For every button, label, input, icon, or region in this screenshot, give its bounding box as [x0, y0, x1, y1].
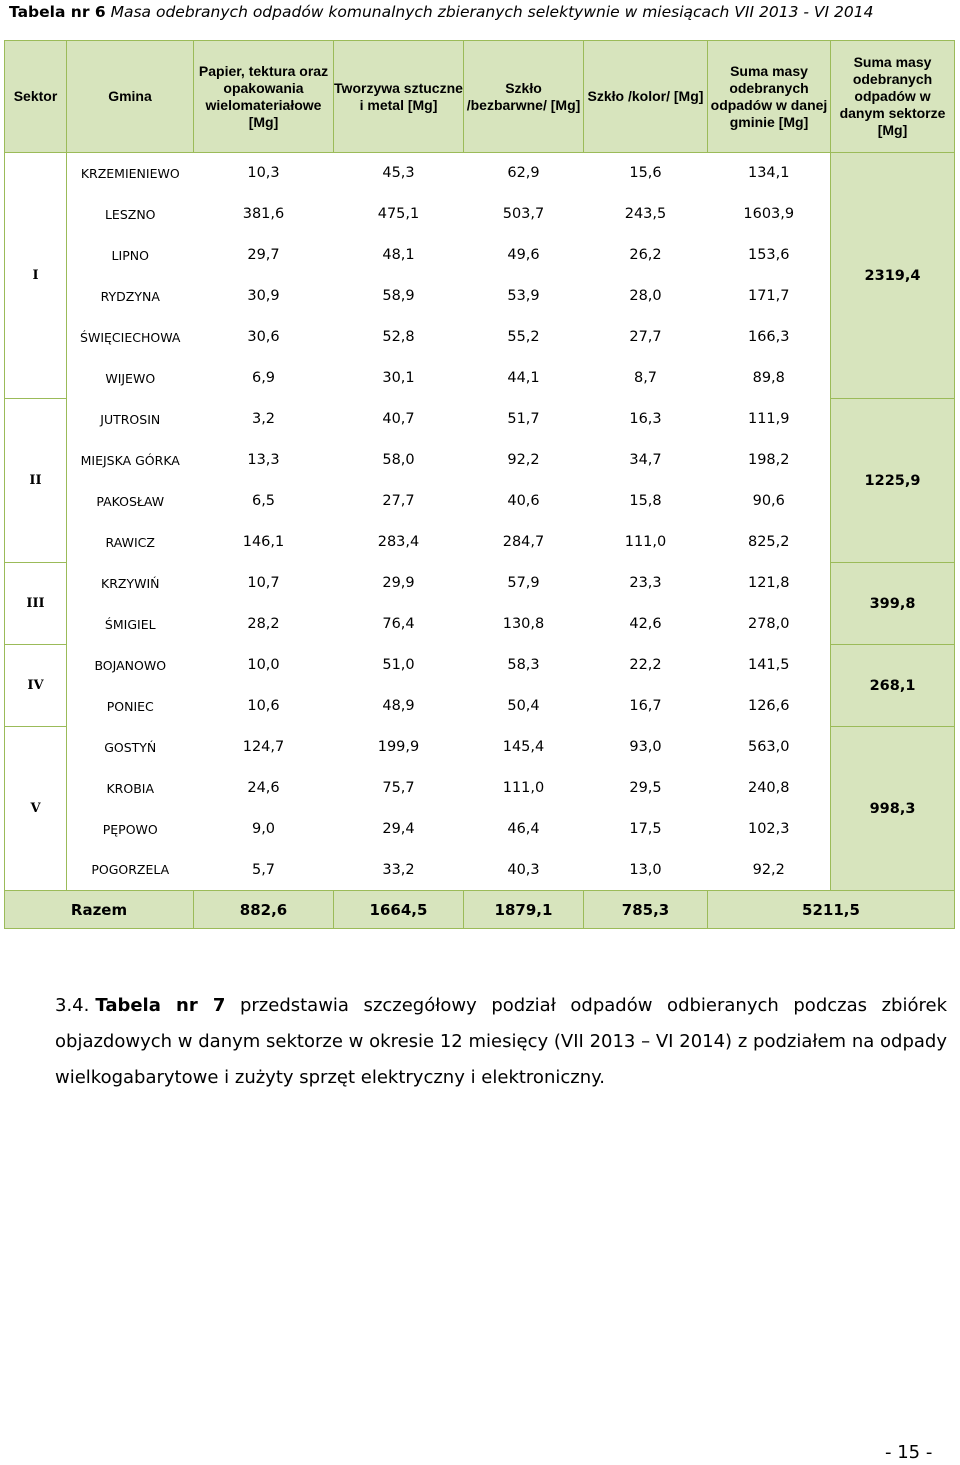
suma-cell: 825,2	[747, 534, 790, 550]
gmina-cell: KRZEMIENIEWO	[80, 165, 180, 181]
kolor-cell: 22,2	[629, 657, 662, 673]
tworzywa-cell: 283,4	[377, 534, 420, 550]
tworzywa-cell: 40,7	[382, 411, 415, 427]
table-row	[5, 358, 955, 399]
suma-cell: 198,2	[747, 452, 790, 468]
tworzywa-cell: 30,1	[382, 370, 415, 386]
papier-cell: 5,7	[251, 861, 276, 878]
sector-total-cell: 1225,9	[831, 399, 955, 563]
sector-total-cell: 998,3	[831, 727, 955, 891]
page-number: - 15 -	[885, 1442, 933, 1463]
gmina-cell: MIEJSKA GÓRKA	[80, 452, 180, 468]
kolor-cell: 15,6	[629, 165, 662, 182]
papier-cell: 24,6	[247, 780, 280, 796]
bezbarwne-cell: 46,4	[507, 821, 540, 837]
table-row	[5, 194, 955, 235]
sector-total-cell: 399,8	[831, 563, 955, 645]
total-kolor: 785,3	[584, 891, 708, 929]
caption-title: Masa odebranych odpadów komunalnych zbieranych selektywnie w miesiącach VII 2013 - VI 2014	[110, 3, 874, 21]
gmina-cell: PONIEC	[106, 698, 154, 714]
papier-cell: 6,5	[251, 493, 276, 509]
column-header: Sektor	[5, 41, 67, 153]
papier-cell: 6,9	[251, 370, 276, 386]
bezbarwne-cell: 55,2	[507, 329, 540, 345]
kolor-cell: 15,8	[629, 493, 662, 509]
table-row	[5, 153, 955, 194]
sector-total-cell: 268,1	[831, 645, 955, 727]
suma-cell: 92,2	[752, 861, 785, 878]
gmina-cell: POGORZELA	[91, 862, 170, 878]
gmina-cell: LIPNO	[111, 247, 149, 263]
gmina-cell: RAWICZ	[105, 534, 155, 550]
suma-cell: 126,6	[747, 698, 790, 714]
bezbarwne-cell: 50,4	[507, 698, 540, 714]
table-row	[5, 481, 955, 522]
bezbarwne-cell: 130,8	[502, 616, 545, 632]
tworzywa-cell: 75,7	[382, 780, 415, 796]
kolor-cell: 16,7	[629, 698, 662, 714]
sector-total-cell: 2319,4	[831, 153, 955, 399]
gmina-cell: GOSTYŃ	[104, 739, 157, 755]
sector-cell: III	[5, 563, 67, 645]
table-body	[5, 153, 955, 929]
column-header: Tworzywa sztuczne i metal [Mg]	[334, 41, 464, 153]
gmina-cell: WIJEWO	[105, 370, 156, 386]
suma-cell: 166,3	[747, 329, 790, 345]
papier-cell: 124,7	[242, 739, 285, 755]
tworzywa-cell: 199,9	[377, 739, 420, 755]
bezbarwne-cell: 49,6	[507, 247, 540, 263]
gmina-cell: RYDZYNA	[100, 288, 160, 304]
kolor-cell: 26,2	[629, 247, 662, 263]
section-number: 3.4.	[55, 995, 90, 1016]
sector-cell: II	[5, 399, 67, 563]
kolor-cell: 34,7	[629, 452, 662, 468]
gmina-cell: JUTROSIN	[100, 411, 161, 427]
gmina-cell: ŚMIGIEL	[104, 616, 156, 632]
suma-cell: 278,0	[747, 616, 790, 632]
bezbarwne-cell: 40,6	[507, 493, 540, 509]
table-row	[5, 317, 955, 358]
kolor-cell: 243,5	[624, 206, 667, 222]
paragraph-bold: Tabela nr 7	[95, 995, 226, 1016]
kolor-cell: 8,7	[633, 370, 658, 386]
papier-cell: 30,6	[247, 329, 280, 345]
tworzywa-cell: 29,4	[382, 821, 415, 837]
sector-cell: IV	[5, 645, 67, 727]
bezbarwne-cell: 62,9	[507, 165, 540, 182]
gmina-cell: PAKOSŁAW	[96, 493, 165, 509]
table-row	[5, 809, 955, 850]
kolor-cell: 13,0	[629, 861, 662, 878]
tworzywa-cell: 29,9	[382, 575, 415, 591]
gmina-cell: ŚWIĘCIECHOWA	[80, 329, 181, 345]
caption-label: Tabela nr 6	[9, 3, 106, 21]
suma-cell: 121,8	[747, 575, 790, 591]
tworzywa-cell: 27,7	[382, 493, 415, 509]
column-header: Szkło /bezbarwne/ [Mg]	[464, 41, 584, 153]
kolor-cell: 27,7	[629, 329, 662, 345]
papier-cell: 9,0	[251, 821, 276, 837]
bezbarwne-cell: 111,0	[502, 780, 545, 796]
table-row	[5, 440, 955, 481]
table-row	[5, 563, 955, 604]
bezbarwne-cell: 57,9	[507, 575, 540, 591]
gmina-cell: PĘPOWO	[102, 821, 158, 837]
papier-cell: 13,3	[247, 452, 280, 468]
papier-cell: 10,0	[247, 657, 280, 673]
column-header: Papier, tektura oraz opakowania wielomateriałowe [Mg]	[194, 41, 334, 153]
suma-cell: 1603,9	[743, 206, 795, 222]
papier-cell: 30,9	[247, 288, 280, 304]
tworzywa-cell: 51,0	[382, 657, 415, 673]
column-header: Suma masy odebranych odpadów w danej gminie [Mg]	[708, 41, 831, 153]
grand-total: 5211,5	[708, 891, 955, 929]
tworzywa-cell: 33,2	[382, 861, 415, 878]
papier-cell: 10,3	[247, 165, 280, 182]
gmina-cell: KRZYWIŃ	[101, 575, 160, 591]
kolor-cell: 28,0	[629, 288, 662, 304]
suma-cell: 141,5	[747, 657, 790, 673]
column-header: Gmina	[67, 41, 194, 153]
tworzywa-cell: 58,9	[382, 288, 415, 304]
kolor-cell: 111,0	[624, 534, 667, 550]
tworzywa-cell: 48,1	[382, 247, 415, 263]
tworzywa-cell: 76,4	[382, 616, 415, 632]
gmina-cell: KROBIA	[106, 780, 155, 796]
kolor-cell: 16,3	[629, 411, 662, 427]
table-header-row	[5, 41, 955, 153]
section-paragraph	[55, 988, 947, 1096]
kolor-cell: 23,3	[629, 575, 662, 591]
suma-cell: 111,9	[747, 411, 790, 427]
sector-cell: V	[5, 727, 67, 891]
papier-cell: 29,7	[247, 247, 280, 263]
sector-cell: I	[5, 153, 67, 399]
suma-cell: 90,6	[752, 493, 785, 509]
suma-cell: 153,6	[747, 247, 790, 263]
total-tworzywa: 1664,5	[334, 891, 464, 929]
table-row	[5, 850, 955, 891]
bezbarwne-cell: 503,7	[502, 206, 545, 222]
suma-cell: 134,1	[747, 165, 790, 182]
table-row	[5, 727, 955, 768]
gmina-cell: BOJANOWO	[94, 657, 167, 673]
papier-cell: 10,6	[247, 698, 280, 714]
suma-cell: 240,8	[747, 780, 790, 796]
papier-cell: 381,6	[242, 206, 285, 222]
table-row	[5, 522, 955, 563]
tworzywa-cell: 475,1	[377, 206, 420, 222]
bezbarwne-cell: 40,3	[507, 861, 540, 878]
paragraph-text: przedstawia szczegółowy podział odpadów odbieranych podczas zbiórek objazdowych w danym sektorze w okresie 12 miesięcy (VII 2013 – VI 2014) z podziałem na odpady wielkogabarytowe i zużyty sprzęt elektryczny i elektroniczny.	[55, 995, 947, 1088]
bezbarwne-cell: 92,2	[507, 452, 540, 468]
table-row	[5, 276, 955, 317]
table-row	[5, 686, 955, 727]
papier-cell: 146,1	[242, 534, 285, 550]
kolor-cell: 17,5	[629, 821, 662, 837]
total-row	[5, 891, 955, 929]
kolor-cell: 42,6	[629, 616, 662, 632]
bezbarwne-cell: 58,3	[507, 657, 540, 673]
suma-cell: 102,3	[747, 821, 790, 837]
table-caption	[9, 2, 954, 22]
table-row	[5, 645, 955, 686]
total-papier: 882,6	[194, 891, 334, 929]
kolor-cell: 29,5	[629, 780, 662, 796]
suma-cell: 563,0	[747, 739, 790, 755]
table-row	[5, 235, 955, 276]
table-row	[5, 399, 955, 440]
column-header: Szkło /kolor/ [Mg]	[584, 41, 708, 153]
bezbarwne-cell: 53,9	[507, 288, 540, 304]
total-bezbarwne: 1879,1	[464, 891, 584, 929]
table-row	[5, 604, 955, 645]
bezbarwne-cell: 44,1	[507, 370, 540, 386]
papier-cell: 10,7	[247, 575, 280, 591]
tworzywa-cell: 52,8	[382, 329, 415, 345]
suma-cell: 89,8	[752, 370, 785, 386]
waste-table	[4, 40, 955, 929]
papier-cell: 28,2	[247, 616, 280, 632]
column-header: Suma masy odebranych odpadów w danym sektorze [Mg]	[831, 41, 955, 153]
bezbarwne-cell: 145,4	[502, 739, 545, 755]
bezbarwne-cell: 284,7	[502, 534, 545, 550]
papier-cell: 3,2	[251, 411, 276, 427]
table-row	[5, 768, 955, 809]
kolor-cell: 93,0	[629, 739, 662, 755]
gmina-cell: LESZNO	[104, 206, 156, 222]
suma-cell: 171,7	[747, 288, 790, 304]
tworzywa-cell: 45,3	[382, 165, 415, 182]
bezbarwne-cell: 51,7	[507, 411, 540, 427]
total-label: Razem	[5, 891, 194, 929]
tworzywa-cell: 48,9	[382, 698, 415, 714]
tworzywa-cell: 58,0	[382, 452, 415, 468]
